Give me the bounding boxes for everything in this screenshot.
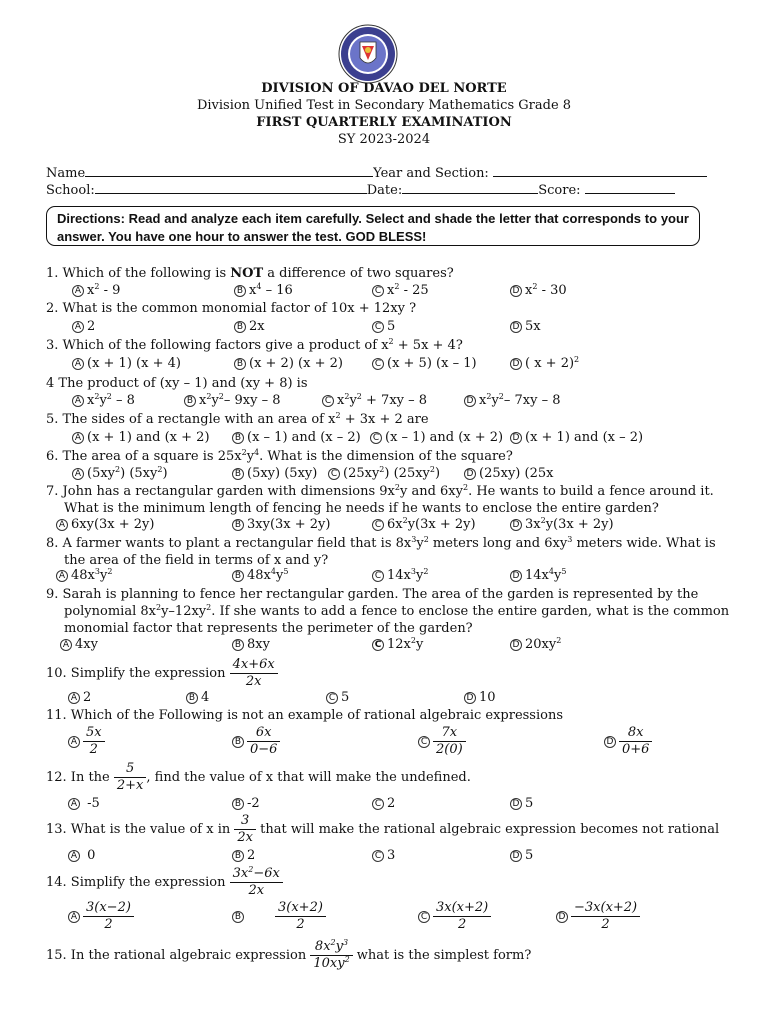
choice-a-icon: A — [68, 798, 80, 810]
q12-option-c[interactable]: C 2 — [372, 796, 395, 811]
question-10: 10. Simplify the expression $\frac{4x+6x}{2x}$ — [46, 656, 746, 692]
question-15: 15. In the rational algebraic expression $\frac{8x^2y^3}{10xy^2}$ what is the simplest form? — [46, 938, 532, 971]
choice-b-icon: B — [232, 432, 244, 444]
choice-a-icon: A — [60, 639, 72, 651]
choice-d-icon: D — [510, 519, 522, 531]
choice-c-icon: C — [372, 285, 384, 297]
q3-option-b[interactable]: B (x + 2) (x + 2) — [234, 356, 343, 371]
choice-a-icon: A — [72, 432, 84, 444]
q4-option-d[interactable]: D $x^2y^2-$ 7xy – 8 — [464, 393, 561, 408]
choice-b-icon: B — [232, 639, 244, 651]
choice-c-icon: C — [372, 570, 384, 582]
choice-d-icon: D — [510, 798, 522, 810]
question-2: 2. What is the common monomial factor of 10x + 12xy ? — [46, 301, 417, 316]
choice-a-icon: A — [72, 395, 84, 407]
choice-c-icon: C — [328, 468, 340, 480]
q11-option-b[interactable]: B $\frac{6x}{0-6}$ — [232, 725, 280, 758]
q12-option-b[interactable]: B -2 — [232, 796, 260, 811]
choice-a-icon: A — [72, 321, 84, 333]
choice-d-icon: D — [510, 358, 522, 370]
choice-c-icon: C — [372, 798, 384, 810]
choice-a-icon: A — [56, 570, 68, 582]
q13-option-d[interactable]: D 5 — [510, 848, 533, 863]
q9-option-d[interactable]: D $20xy^2$ — [510, 637, 561, 652]
choice-b-icon: B — [184, 395, 196, 407]
q10-option-d[interactable]: D 10 — [464, 690, 496, 705]
choice-b-icon: B — [232, 911, 244, 923]
q6-option-c[interactable]: C $(25xy^2)$ $(25xy^2)$ — [328, 466, 440, 481]
choice-d-icon: D — [464, 468, 476, 480]
q2-option-d[interactable]: D 5x — [510, 319, 541, 334]
q12-option-a[interactable]: A -5 — [68, 796, 100, 811]
choice-c-icon: C — [418, 911, 430, 923]
q6-option-b[interactable]: B (5xy) (5xy) — [232, 466, 317, 481]
choice-a-icon: A — [68, 911, 80, 923]
q9-option-a[interactable]: A 4xy — [60, 637, 98, 652]
question-9: 9. Sarah is planning to fence her rectangular garden. The area of the garden is represented by the polynomial $8x^2y-12xy^2$. If she wants to add a fence to enclose the entire garden, what is the common monomial factor that represents the perimeter of the garden? — [46, 587, 730, 636]
q1-option-b[interactable]: B $x^4 - 16$ — [234, 283, 293, 298]
choice-d-icon: D — [510, 639, 522, 651]
choice-c-icon: C — [372, 358, 384, 370]
q3-option-c[interactable]: C (x + 5) (x – 1) — [372, 356, 477, 371]
choice-a-icon: A — [72, 358, 84, 370]
q10-option-c[interactable]: C 5 — [326, 690, 349, 705]
form-row-2 — [46, 181, 726, 198]
choice-c-icon: C — [372, 639, 384, 651]
question-3: 3. Which of the following factors give a product of $x^2 + 5x + 4$? — [46, 337, 463, 353]
choice-d-icon: D — [510, 570, 522, 582]
q11-option-a[interactable]: A $\frac{5x}{2}$ — [68, 725, 105, 758]
q1-option-d[interactable]: D $x^2 - 30$ — [510, 283, 567, 298]
q8-option-b[interactable]: B $48x^4y^5$ — [232, 568, 288, 583]
name-label: Name — [46, 166, 86, 181]
choice-b-icon: B — [186, 692, 198, 704]
question-6: 6. The area of a square is $25x^2y^4$. What is the dimension of the square? — [46, 448, 513, 464]
choice-d-icon: D — [464, 692, 476, 704]
q13-option-a[interactable]: A 0 — [68, 848, 95, 863]
q3-option-d[interactable]: D ( x + 2)$^2$ — [510, 356, 579, 371]
question-7: 7. John has a rectangular garden with dimensions $9x^2y$ and $6xy^2$. He wants to build a fence around it. What is the minimum length of fencing he needs if he wants to enclose the entire garden? — [46, 483, 714, 516]
question-5: 5. The sides of a rectangle with an area of $x^2 + 3x + 2$ are — [46, 411, 429, 427]
question-1: 1. Which of the following is NOT a difference of two squares? — [46, 266, 454, 281]
year-section-field[interactable] — [493, 164, 707, 177]
deped-seal-logo — [338, 24, 398, 84]
name-field[interactable] — [85, 164, 373, 177]
q14-option-c[interactable]: C $\frac{3x(x+2)}{2}$ — [418, 900, 491, 933]
form-row-1 — [46, 164, 726, 181]
q4-option-a[interactable]: A $x^2y^2 - 8$ — [72, 393, 135, 408]
exam-title: FIRST QUARTERLY EXAMINATION — [256, 115, 512, 130]
q10-fraction: $\frac{4x+6x}{2x}$ — [230, 657, 278, 690]
q14-option-a[interactable]: A $\frac{3(x-2)}{2}$ — [68, 900, 134, 933]
school-label: School: — [46, 183, 95, 198]
school-year: SY 2023-2024 — [337, 132, 431, 147]
choice-b-icon: B — [232, 468, 244, 480]
score-field[interactable] — [585, 181, 675, 194]
choice-d-icon: D — [510, 432, 522, 444]
choice-a-icon: A — [68, 692, 80, 704]
q10-option-a[interactable]: A 2 — [68, 690, 91, 705]
choice-a-icon: A — [68, 736, 80, 748]
question-13: 13. What is the value of x in $\frac{3}{2x}$ that will make the rational algebraic expression becomes not rational — [46, 813, 720, 845]
choice-c-icon: C — [372, 519, 384, 531]
choice-a-icon: A — [72, 285, 84, 297]
choice-b-icon: B — [232, 736, 244, 748]
q8-option-a[interactable]: A $48x^3y^2$ — [56, 568, 112, 583]
q2-option-b[interactable]: B 2x — [234, 319, 265, 334]
question-14: 14. Simplify the expression $\frac{3x^2-6x}{2x}$ — [46, 865, 746, 901]
choice-b-icon: B — [234, 321, 246, 333]
q7-option-d[interactable]: D $3x^2y(3x + 2y)$ — [510, 517, 614, 532]
q9-option-c[interactable]: C $12x^2y$ — [372, 637, 423, 652]
date-label: Date: — [366, 183, 403, 198]
q3-option-a[interactable]: A (x + 1) (x + 4) — [72, 356, 181, 371]
choice-b-icon: B — [232, 798, 244, 810]
q6-option-d[interactable]: D (25xy) (25x — [464, 466, 553, 481]
q14-option-d[interactable]: D $\frac{-3x(x+2)}{2}$ — [556, 900, 640, 933]
q5-option-d[interactable]: D (x + 1) and (x – 2) — [510, 430, 643, 445]
q4-option-b[interactable]: B $x^2y^2-$ 9xy – 8 — [184, 393, 281, 408]
choice-b-icon: B — [234, 358, 246, 370]
choice-b-icon: B — [232, 570, 244, 582]
q14-option-b[interactable]: B $\frac{3(x+2)}{2}$ — [232, 900, 326, 933]
choice-d-icon: D — [510, 285, 522, 297]
question-8: 8. A farmer wants to plant a rectangular field that is $8x^3y^2$ meters long and $6xy^3$ meters wide. What is the area of the field in terms of x and y? — [46, 535, 716, 568]
choice-c-icon: C — [322, 395, 334, 407]
q6-option-a[interactable]: A $(5xy^2)$ $(5xy^2)$ — [72, 466, 168, 481]
question-11: 11. Which of the Following is not an example of rational algebraic expressions — [46, 708, 564, 723]
choice-a-icon: A — [72, 468, 84, 480]
division-title: DIVISION OF DAVAO DEL NORTE — [261, 81, 507, 96]
date-field[interactable] — [402, 181, 538, 194]
q7-option-a[interactable]: A 6xy(3x + 2y) — [56, 517, 154, 532]
choice-b-icon: B — [232, 850, 244, 862]
q1-option-c[interactable]: C $x^2 - 25$ — [372, 283, 429, 298]
q11-option-d[interactable]: D $\frac{8x}{0+6}$ — [604, 725, 652, 758]
q7-option-b[interactable]: B 3xy(3x + 2y) — [232, 517, 330, 532]
choice-d-icon: D — [510, 321, 522, 333]
q7-option-c[interactable]: C $6x^2y(3x + 2y)$ — [372, 517, 476, 532]
choice-a-icon: A — [68, 850, 80, 862]
year-section-label: Year and Section: — [373, 166, 489, 181]
q5-option-b[interactable]: B (x – 1) and (x – 2) — [232, 430, 361, 445]
choice-d-icon: D — [556, 911, 568, 923]
q5-option-a[interactable]: A (x + 1) and (x + 2) — [72, 430, 210, 445]
test-title: Division Unified Test in Secondary Mathematics Grade 8 — [196, 98, 572, 113]
choice-c-icon: C — [418, 736, 430, 748]
q13-option-b[interactable]: B 2 — [232, 848, 255, 863]
choice-d-icon: D — [510, 850, 522, 862]
q2-option-a[interactable]: A 2 — [72, 319, 95, 334]
choice-b-icon: B — [232, 519, 244, 531]
q10-option-b[interactable]: B 4 — [186, 690, 209, 705]
choice-c-icon: C — [372, 321, 384, 333]
choice-c-icon: C — [370, 432, 382, 444]
q5-option-c[interactable]: C (x – 1) and (x + 2) — [370, 430, 503, 445]
choice-d-icon: D — [464, 395, 476, 407]
q8-option-c[interactable]: C $14x^3y^2$ — [372, 568, 428, 583]
q4-option-c[interactable]: C $x^2y^2 + 7xy - 8$ — [322, 393, 427, 408]
q2-option-c[interactable]: C 5 — [372, 319, 395, 334]
choice-c-icon: C — [372, 850, 384, 862]
q13-option-c[interactable]: C 3 — [372, 848, 395, 863]
choice-a-icon: A — [56, 519, 68, 531]
q9-option-b[interactable]: B 8xy — [232, 637, 270, 652]
directions-box: Directions: Read and analyze each item carefully. Select and shade the letter that corresponds to your answer. You have one hour to answer the test. GOD BLESS! — [46, 206, 700, 246]
score-label: Score: — [538, 183, 581, 198]
school-field[interactable] — [95, 181, 367, 194]
choice-b-icon: B — [234, 285, 246, 297]
choice-d-icon: D — [604, 736, 616, 748]
choice-c-icon: C — [326, 692, 338, 704]
q11-option-c[interactable]: C $\frac{7x}{2(0)}$ — [418, 725, 466, 758]
q12-option-d[interactable]: D 5 — [510, 796, 533, 811]
q8-option-d[interactable]: D $14x^4y^5$ — [510, 568, 566, 583]
q1-option-a[interactable]: A $x^2 - 9$ — [72, 283, 120, 298]
question-12: 12. In the $\frac{5}{2+x}$ , find the value of x that will make the undefined. — [46, 761, 471, 793]
question-4: 4 The product of (xy – 1) and (xy + 8) is — [46, 376, 308, 391]
